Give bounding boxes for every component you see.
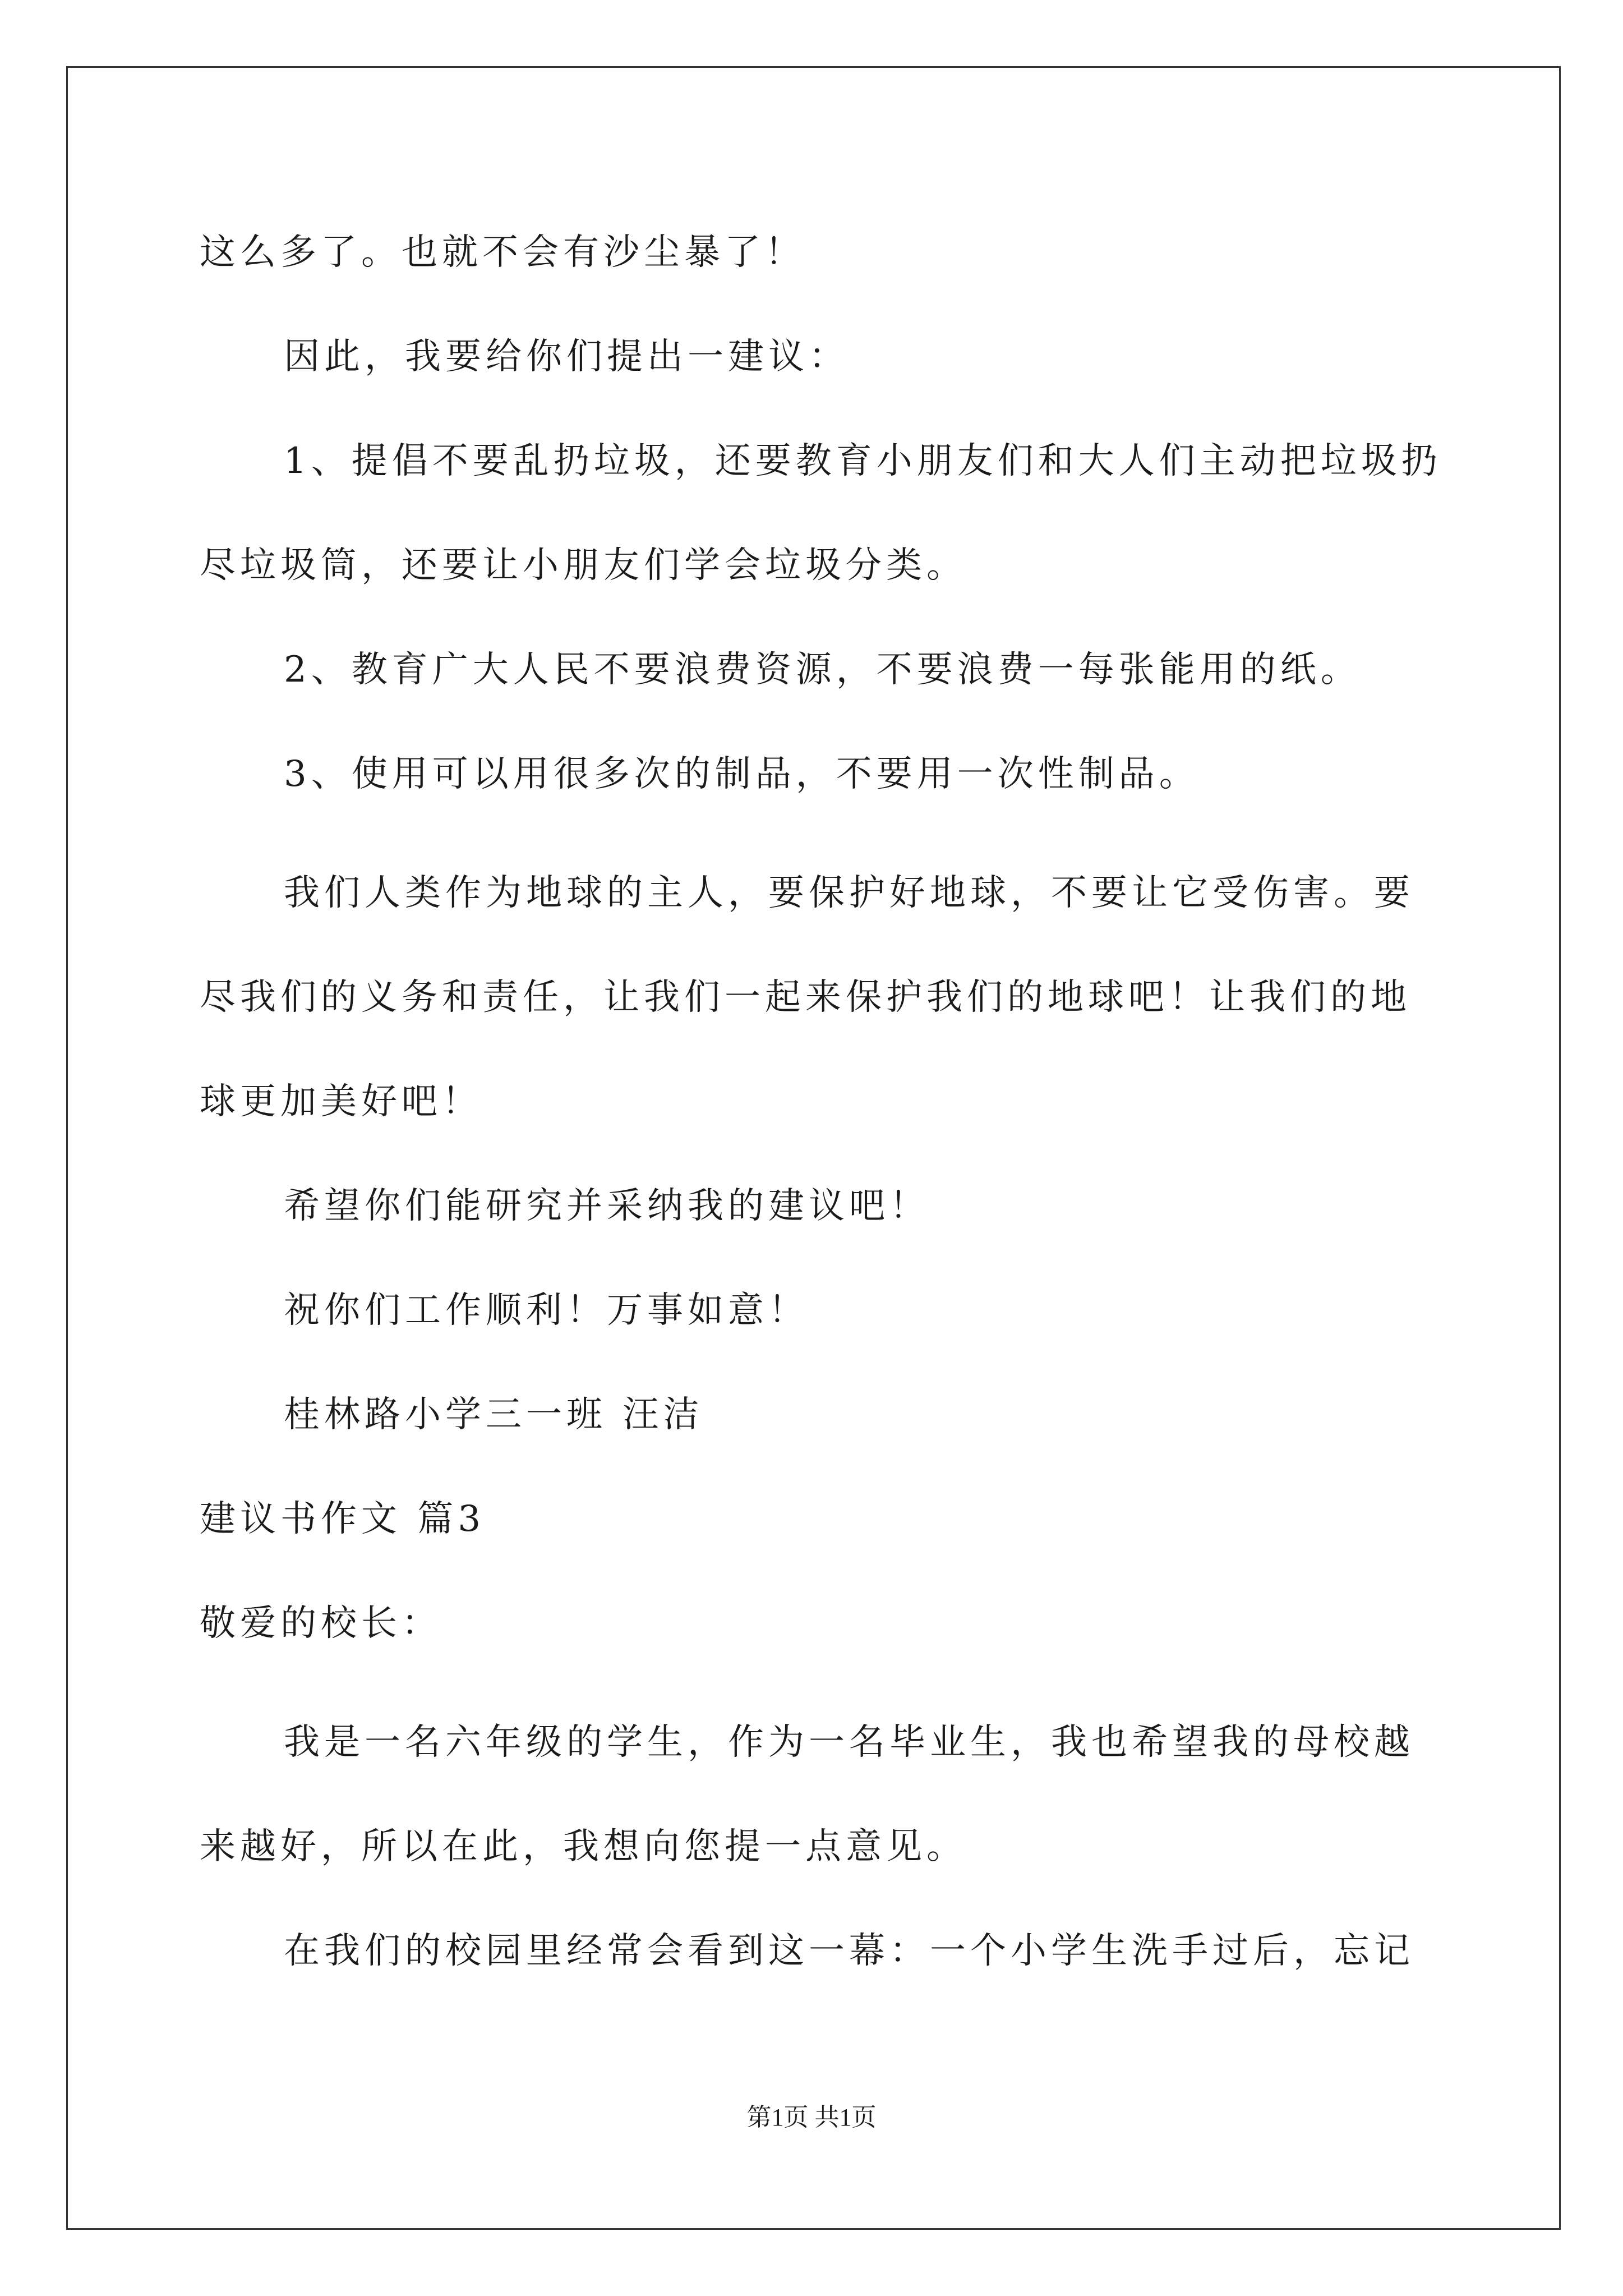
text-line: 来越好，所以在此，我想向您提一点意见。 <box>200 1826 967 1867</box>
text-line: 3、使用可以用很多次的制品，不要用一次性制品。 <box>284 753 1200 795</box>
text-line: 1、提倡不要乱扔垃圾，还要教育小朋友们和大人们主动把垃圾扔 <box>284 440 1442 482</box>
page-border <box>66 66 1561 2230</box>
text-line: 我是一名六年级的学生，作为一名毕业生，我也希望我的母校越 <box>284 1722 1414 1763</box>
signature-line: 桂林路小学三一班 汪洁 <box>284 1394 704 1435</box>
text-line: 因此，我要给你们提出一建议： <box>284 336 849 378</box>
text-line: 这么多了。也就不会有沙尘暴了！ <box>200 232 805 273</box>
text-line: 尽我们的义务和责任，让我们一起来保护我们的地球吧！让我们的地 <box>200 977 1411 1018</box>
text-line: 尽垃圾筒，还要让小朋友们学会垃圾分类。 <box>200 545 967 586</box>
text-line: 在我们的校园里经常会看到这一幕：一个小学生洗手过后，忘记 <box>284 1930 1414 1972</box>
text-line: 我们人类作为地球的主人，要保护好地球，不要让它受伤害。要 <box>284 872 1414 914</box>
text-line: 祝你们工作顺利！万事如意！ <box>284 1290 809 1331</box>
salutation: 敬爱的校长： <box>200 1603 442 1644</box>
text-line: 希望你们能研究并采纳我的建议吧！ <box>284 1185 930 1227</box>
page-footer: 第1页 共1页 <box>746 2104 877 2131</box>
section-heading: 建议书作文 篇3 <box>200 1498 486 1540</box>
text-line: 球更加美好吧！ <box>200 1081 482 1122</box>
text-line: 2、教育广大人民不要浪费资源，不要浪费一每张能用的纸。 <box>284 649 1361 691</box>
